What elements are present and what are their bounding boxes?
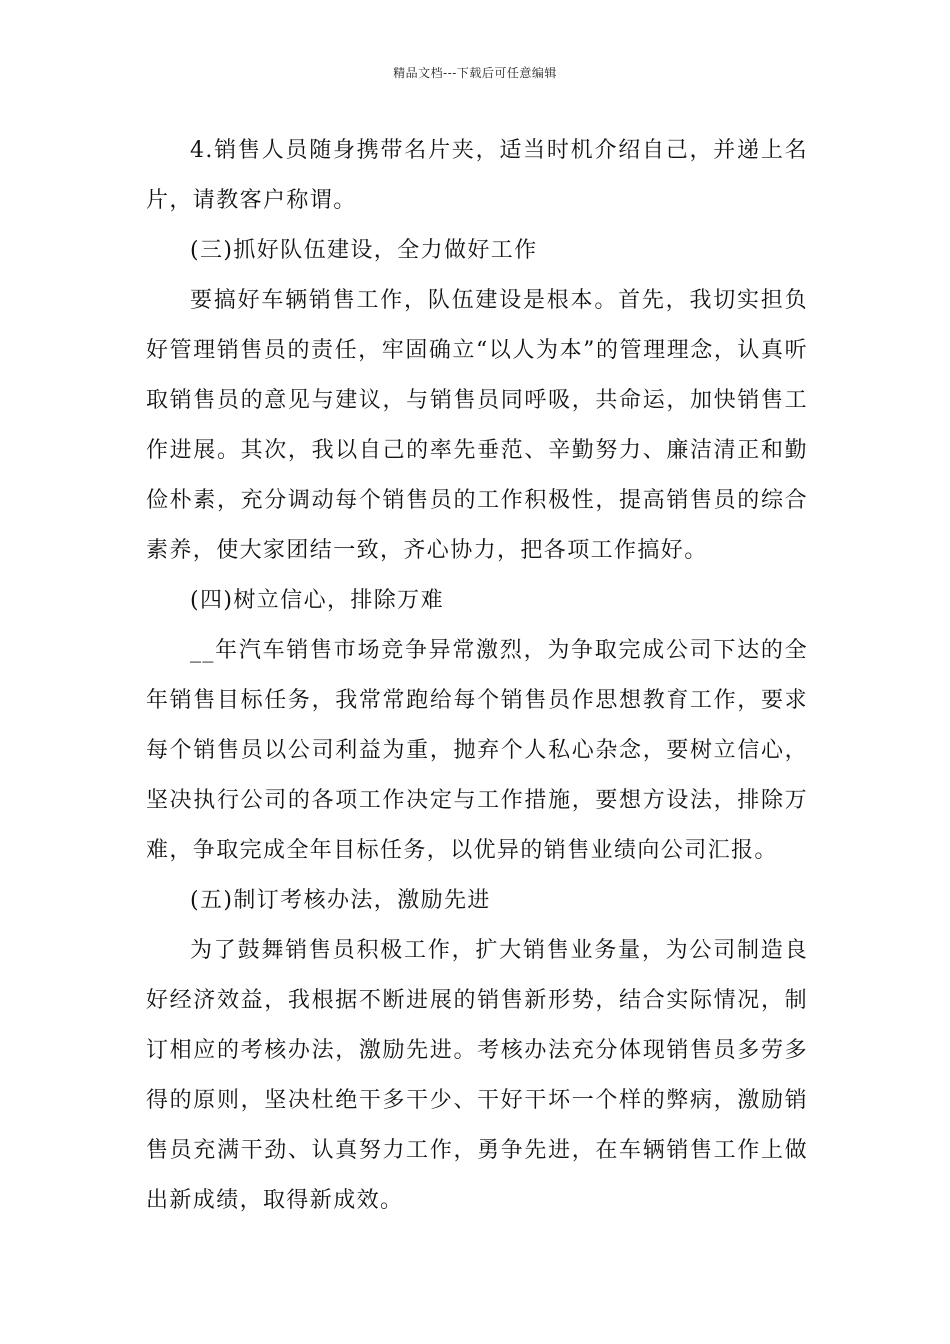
page-header: 精品文档---下载后可任意编辑 (393, 66, 557, 80)
paragraph-confidence: __年汽车销售市场竞争异常激烈，为争取完成公司下达的全年销售目标任务，我常常跑给每个销售员作思想教育工作，要求每个销售员以公司利益为重，抛弃个人私心杂念，要树立信心，坚决执行公司的各项工作决定与工作措施，要想方设法，排除万难，争取完成全年目标任务，以优异的销售业绩向公司汇报。 (146, 638, 808, 863)
paragraph-assessment: 为了鼓舞销售员积极工作，扩大销售业务量，为公司制造良好经济效益，我根据不断进展的销售新形势，结合实际情况，制订相应的考核办法，激励先进。考核办法充分体现销售员多劳多得的原则，坚决杜绝干多干少、干好干坏一个样的弊病，激励销售员充满干劲、认真努力工作，勇争先进，在车辆销售工作上做出新成绩，取得新成效。 (146, 938, 808, 1213)
section-heading-4: (四)树立信心，排除万难 (190, 588, 444, 613)
paragraph-item-4: 4.销售人员随身携带名片夹，适当时机介绍自己，并递上名片，请教客户称谓。 (146, 138, 808, 213)
document-body (146, 126, 808, 1226)
section-heading-3: (三)抓好队伍建设，全力做好工作 (190, 238, 538, 263)
section-heading-5: (五)制订考核办法，激励先进 (190, 888, 491, 913)
paragraph-team-building: 要搞好车辆销售工作，队伍建设是根本。首先，我切实担负好管理销售员的责任，牢固确立“以人为本”的管理理念，认真听取销售员的意见与建议，与销售员同呼吸，共命运，加快销售工作进展。其次，我以自己的率先垂范、辛勤努力、廉洁清正和勤俭朴素，充分调动每个销售员的工作积极性，提高销售员的综合素养，使大家团结一致，齐心协力，把各项工作搞好。 (146, 288, 808, 563)
